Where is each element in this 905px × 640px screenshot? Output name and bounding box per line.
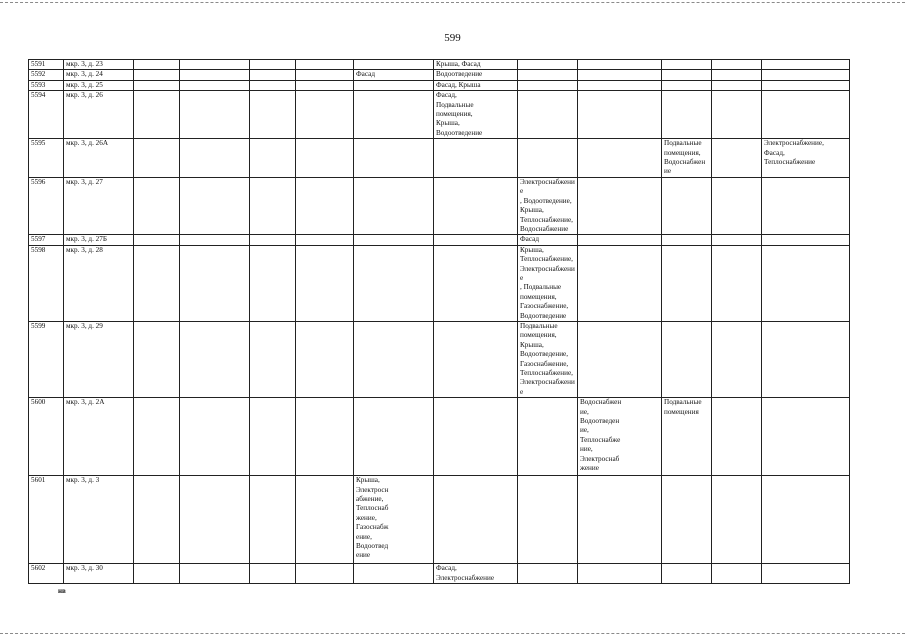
work-type-cell bbox=[712, 91, 762, 139]
row-number-cell: 5601 bbox=[29, 476, 64, 564]
work-type-cell bbox=[762, 91, 850, 139]
address-cell: мкр. 3, д. 26 bbox=[64, 91, 134, 139]
work-type-cell bbox=[296, 245, 354, 321]
work-type-cell bbox=[712, 70, 762, 80]
work-type-cell bbox=[578, 321, 662, 397]
work-type-cell bbox=[578, 60, 662, 70]
work-type-cell: Крыша, Электросн абжение, Теплоснаб жение, Газоснабж ение, Водоотвед ение bbox=[354, 476, 434, 564]
work-type-cell bbox=[296, 398, 354, 476]
work-type-cell: Электроснабжение, Фасад, Теплоснабжение bbox=[762, 139, 850, 178]
work-type-cell bbox=[180, 564, 250, 584]
work-type-cell bbox=[762, 321, 850, 397]
work-type-cell bbox=[296, 70, 354, 80]
register-table bbox=[28, 59, 850, 584]
work-type-cell: Водоснабжен ие, Водоотведен ие, Теплоснабже ние, Электроснаб жение bbox=[578, 398, 662, 476]
row-number-cell: 5595 bbox=[29, 139, 64, 178]
work-type-cell bbox=[518, 80, 578, 90]
work-type-cell bbox=[354, 80, 434, 90]
row-number-cell: 5596 bbox=[29, 177, 64, 234]
work-type-cell bbox=[712, 139, 762, 178]
work-type-cell bbox=[354, 245, 434, 321]
row-number-cell: 5593 bbox=[29, 80, 64, 90]
work-type-cell: Крыша, Фасад bbox=[434, 60, 518, 70]
address-cell: мкр. 3, д. 26А bbox=[64, 139, 134, 178]
work-type-cell bbox=[578, 91, 662, 139]
work-type-cell bbox=[250, 476, 296, 564]
address-cell: мкр. 3, д. 24 bbox=[64, 70, 134, 80]
table-row bbox=[29, 235, 850, 245]
scan-edge-bottom bbox=[0, 633, 905, 637]
work-type-cell bbox=[712, 564, 762, 584]
work-type-cell bbox=[662, 564, 712, 584]
work-type-cell bbox=[180, 139, 250, 178]
row-number-cell: 5592 bbox=[29, 70, 64, 80]
work-type-cell bbox=[354, 139, 434, 178]
work-type-cell bbox=[762, 235, 850, 245]
work-type-cell bbox=[134, 245, 180, 321]
work-type-cell bbox=[662, 245, 712, 321]
work-type-cell bbox=[762, 398, 850, 476]
work-type-cell bbox=[180, 70, 250, 80]
row-number-cell: 5602 bbox=[29, 564, 64, 584]
work-type-cell bbox=[434, 321, 518, 397]
row-number-cell: 5599 bbox=[29, 321, 64, 397]
scan-edge-top bbox=[0, 2, 905, 6]
work-type-cell bbox=[134, 398, 180, 476]
table-row bbox=[29, 321, 850, 397]
work-type-cell: Подвальные помещения, Водоснабжение bbox=[662, 139, 712, 178]
work-type-cell bbox=[134, 91, 180, 139]
work-type-cell bbox=[762, 60, 850, 70]
work-type-cell bbox=[712, 60, 762, 70]
work-type-cell bbox=[296, 177, 354, 234]
work-type-cell bbox=[180, 177, 250, 234]
work-type-cell bbox=[180, 476, 250, 564]
work-type-cell: Электроснабжение , Водоотведение, Крыша, Теплоснабжение, Водоснабжение bbox=[518, 177, 578, 234]
work-type-cell bbox=[518, 564, 578, 584]
work-type-cell bbox=[578, 80, 662, 90]
work-type-cell bbox=[662, 70, 712, 80]
page-number: 599 bbox=[444, 32, 461, 44]
work-type-cell bbox=[134, 564, 180, 584]
table-row bbox=[29, 177, 850, 234]
table-row bbox=[29, 398, 850, 476]
address-cell: мкр. 3, д. 25 bbox=[64, 80, 134, 90]
work-type-cell bbox=[250, 235, 296, 245]
work-type-cell: Подвальные помещения, Крыша, Водоотведение, Газоснабжение, Теплоснабжение, Электроснабжение bbox=[518, 321, 578, 397]
work-type-cell bbox=[578, 245, 662, 321]
work-type-cell bbox=[250, 80, 296, 90]
work-type-cell bbox=[434, 398, 518, 476]
work-type-cell bbox=[134, 177, 180, 234]
address-cell: мкр. 3, д. 23 bbox=[64, 60, 134, 70]
work-type-cell bbox=[762, 476, 850, 564]
work-type-cell bbox=[762, 564, 850, 584]
work-type-cell bbox=[250, 177, 296, 234]
address-cell: мкр. 3, д. 30 bbox=[64, 564, 134, 584]
work-type-cell bbox=[712, 476, 762, 564]
work-type-cell bbox=[354, 321, 434, 397]
table-row bbox=[29, 60, 850, 70]
row-number-cell: 5598 bbox=[29, 245, 64, 321]
work-type-cell: Фасад bbox=[354, 70, 434, 80]
work-type-cell bbox=[712, 80, 762, 90]
work-type-cell bbox=[250, 245, 296, 321]
work-type-cell bbox=[712, 398, 762, 476]
work-type-cell bbox=[296, 91, 354, 139]
address-cell: мкр. 3, д. 29 bbox=[64, 321, 134, 397]
work-type-cell bbox=[578, 564, 662, 584]
work-type-cell bbox=[518, 398, 578, 476]
work-type-cell bbox=[578, 70, 662, 80]
work-type-cell bbox=[518, 70, 578, 80]
work-type-cell bbox=[134, 80, 180, 90]
work-type-cell bbox=[434, 476, 518, 564]
work-type-cell bbox=[712, 177, 762, 234]
work-type-cell bbox=[578, 235, 662, 245]
work-type-cell bbox=[662, 321, 712, 397]
table-row bbox=[29, 564, 850, 584]
address-cell: мкр. 3, д. 27 bbox=[64, 177, 134, 234]
work-type-cell bbox=[134, 476, 180, 564]
work-type-cell bbox=[354, 177, 434, 234]
work-type-cell bbox=[180, 245, 250, 321]
address-cell: мкр. 3, д. 27Б bbox=[64, 235, 134, 245]
table-row bbox=[29, 80, 850, 90]
table-row bbox=[29, 245, 850, 321]
work-type-cell bbox=[250, 60, 296, 70]
work-type-cell bbox=[712, 321, 762, 397]
table-row bbox=[29, 91, 850, 139]
work-type-cell: Крыша, Теплоснабжение, Электроснабжение , Подвальные помещения, Газоснабжение, Водоотведение bbox=[518, 245, 578, 321]
work-type-cell: Фасад, Крыша bbox=[434, 80, 518, 90]
work-type-cell bbox=[662, 235, 712, 245]
work-type-cell: Фасад, Электроснабжение bbox=[434, 564, 518, 584]
work-type-cell bbox=[354, 564, 434, 584]
work-type-cell bbox=[762, 245, 850, 321]
work-type-cell bbox=[180, 60, 250, 70]
table-row bbox=[29, 139, 850, 178]
work-type-cell bbox=[296, 60, 354, 70]
work-type-cell bbox=[762, 177, 850, 234]
work-type-cell bbox=[180, 235, 250, 245]
work-type-cell bbox=[762, 70, 850, 80]
work-type-cell bbox=[662, 177, 712, 234]
work-type-cell bbox=[250, 321, 296, 397]
footer-note: нв bbox=[58, 587, 66, 595]
work-type-cell: Подвальные помещения bbox=[662, 398, 712, 476]
work-type-cell bbox=[662, 91, 712, 139]
row-number-cell: 5597 bbox=[29, 235, 64, 245]
work-type-cell bbox=[434, 177, 518, 234]
work-type-cell bbox=[180, 321, 250, 397]
work-type-cell bbox=[712, 245, 762, 321]
work-type-cell bbox=[134, 70, 180, 80]
work-type-cell bbox=[662, 476, 712, 564]
address-cell: мкр. 3, д. 2А bbox=[64, 398, 134, 476]
work-type-cell bbox=[250, 91, 296, 139]
work-type-cell bbox=[712, 235, 762, 245]
work-type-cell bbox=[250, 564, 296, 584]
work-type-cell bbox=[434, 235, 518, 245]
work-type-cell: Водоотведение bbox=[434, 70, 518, 80]
work-type-cell bbox=[354, 398, 434, 476]
work-type-cell bbox=[134, 60, 180, 70]
work-type-cell bbox=[434, 139, 518, 178]
work-type-cell bbox=[578, 177, 662, 234]
table-body bbox=[29, 60, 850, 584]
work-type-cell bbox=[296, 321, 354, 397]
row-number-cell: 5600 bbox=[29, 398, 64, 476]
work-type-cell: Фасад, Подвальные помещения, Крыша, Водоотведение bbox=[434, 91, 518, 139]
row-number-cell: 5591 bbox=[29, 60, 64, 70]
work-type-cell bbox=[354, 91, 434, 139]
work-type-cell bbox=[180, 398, 250, 476]
work-type-cell bbox=[578, 139, 662, 178]
work-type-cell bbox=[250, 139, 296, 178]
work-type-cell bbox=[296, 476, 354, 564]
work-type-cell bbox=[296, 564, 354, 584]
work-type-cell bbox=[354, 235, 434, 245]
work-type-cell bbox=[296, 139, 354, 178]
work-type-cell: Фасад bbox=[518, 235, 578, 245]
work-type-cell bbox=[518, 91, 578, 139]
work-type-cell bbox=[296, 235, 354, 245]
work-type-cell bbox=[762, 80, 850, 90]
work-type-cell bbox=[296, 80, 354, 90]
work-type-cell bbox=[250, 70, 296, 80]
work-type-cell bbox=[134, 321, 180, 397]
work-type-cell bbox=[518, 476, 578, 564]
work-type-cell bbox=[518, 60, 578, 70]
row-number-cell: 5594 bbox=[29, 91, 64, 139]
work-type-cell bbox=[180, 91, 250, 139]
table-row bbox=[29, 70, 850, 80]
work-type-cell bbox=[578, 476, 662, 564]
work-type-cell bbox=[662, 60, 712, 70]
work-type-cell bbox=[250, 398, 296, 476]
work-type-cell bbox=[134, 235, 180, 245]
address-cell: мкр. 3, д. 28 bbox=[64, 245, 134, 321]
address-cell: мкр. 3, д. 3 bbox=[64, 476, 134, 564]
work-type-cell bbox=[180, 80, 250, 90]
work-type-cell bbox=[662, 80, 712, 90]
work-type-cell bbox=[354, 60, 434, 70]
work-type-cell bbox=[134, 139, 180, 178]
table-row bbox=[29, 476, 850, 564]
work-type-cell bbox=[518, 139, 578, 178]
work-type-cell bbox=[434, 245, 518, 321]
